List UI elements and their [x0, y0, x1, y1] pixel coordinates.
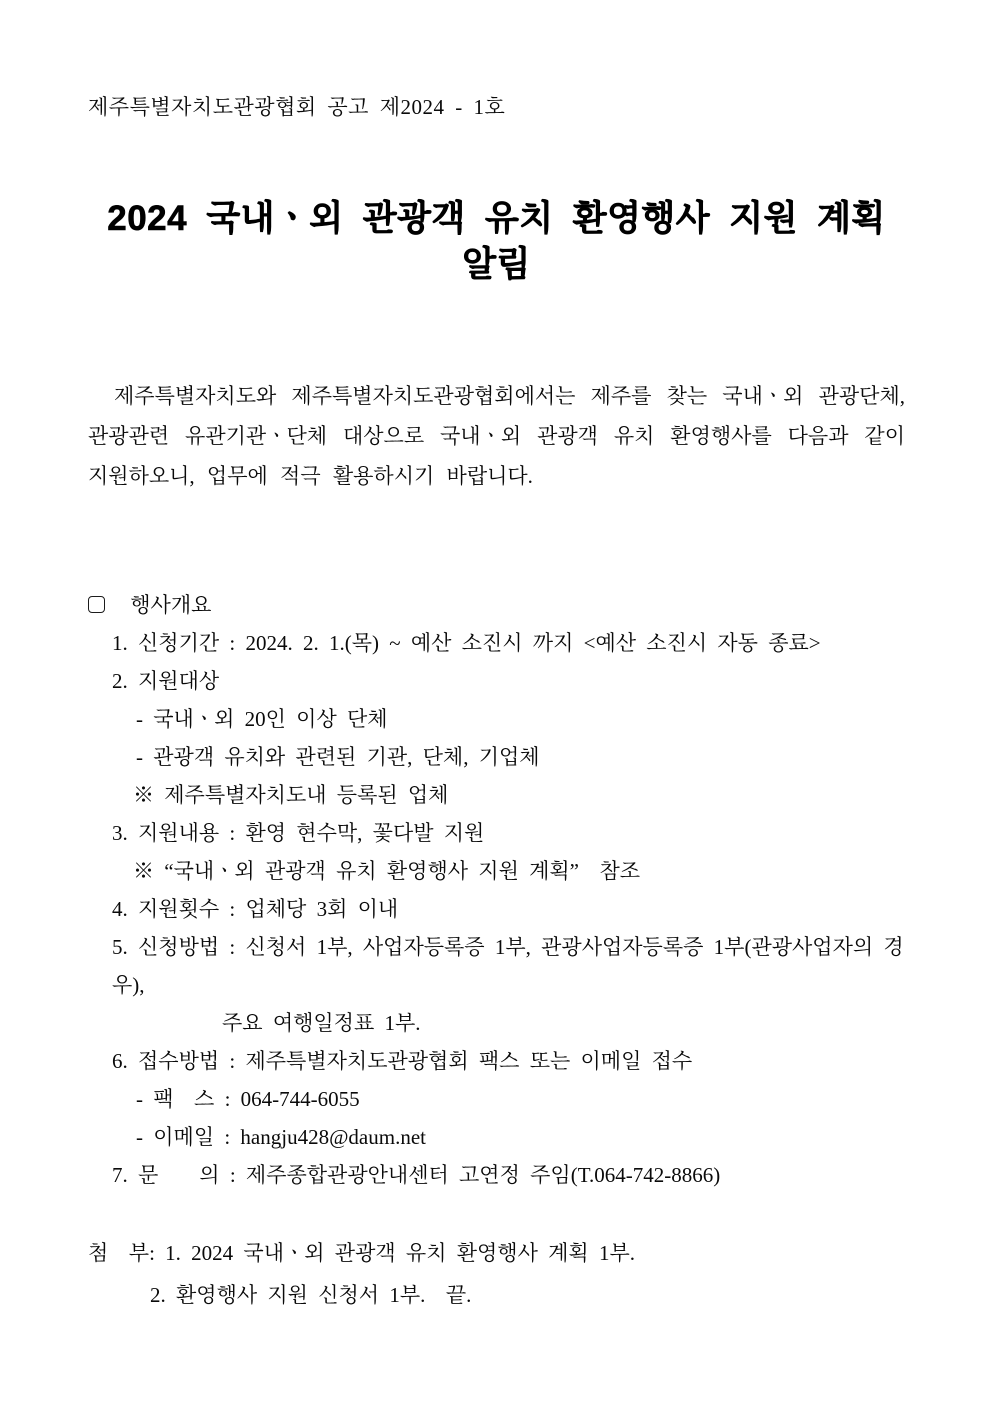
list-subitem-related-orgs: - 관광객 유치와 관련된 기관, 단체, 기업체 — [136, 745, 540, 769]
overview-section — [88, 586, 905, 1194]
rounded-square-bullet-icon — [88, 596, 105, 613]
list-item-application-method: 5. 신청방법 : 신청서 1부, 사업자등록증 1부, 관광사업자등록증 1부(관광사업자의 경우), — [112, 935, 904, 997]
attachment-line-1: 첨 부: 1. 2024 국내ㆍ외 관광객 유치 환영행사 계획 1부. — [88, 1241, 635, 1265]
attachment-line-2: 2. 환영행사 지원 신청서 1부. 끝. — [150, 1283, 472, 1307]
section-heading-label: 행사개요 — [130, 593, 212, 617]
list-item-contact-info: 7. 문 의 : 제주종합관광안내센터 고연정 주임(T.064-742-8866) — [112, 1163, 721, 1187]
list-subitem-fax-number: - 팩 스 : 064-744-6055 — [136, 1087, 360, 1111]
page-title: 2024 국내ㆍ외 관광객 유치 환영행사 지원 계획 알림 — [107, 199, 886, 284]
list-item-support-content: 3. 지원내용 : 환영 현수막, 꽃다발 지원 — [112, 821, 485, 845]
list-note-plan-reference: ※ “국내ㆍ외 관광객 유치 환영행사 지원 계획” 참조 — [133, 859, 641, 883]
list-item-application-period: 1. 신청기간 : 2024. 2. 1.(목) ~ 예산 소진시 까지 <예산 소진시 자동 종료> — [112, 631, 821, 655]
notice-number: 제주특별자치도관광협회 공고 제2024 - 1호 — [88, 95, 506, 119]
list-item-submission-method: 6. 접수방법 : 제주특별자치도관광협회 팩스 또는 이메일 접수 — [112, 1049, 693, 1073]
list-item-support-count: 4. 지원횟수 : 업체당 3회 이내 — [112, 897, 399, 921]
list-item-support-target: 2. 지원대상 — [112, 669, 220, 693]
section-heading — [88, 586, 905, 624]
list-subitem-email-address: - 이메일 : hangju428@daum.net — [136, 1125, 426, 1149]
list-note-registered-company: ※ 제주특별자치도내 등록된 업체 — [133, 783, 449, 807]
list-item-application-method-cont: 주요 여행일정표 1부. — [222, 1011, 421, 1035]
list-subitem-group-size: - 국내ㆍ외 20인 이상 단체 — [136, 707, 388, 731]
attachments-section — [88, 1232, 905, 1316]
intro-paragraph: 제주특별자치도와 제주특별자치도관광협회에서는 제주를 찾는 국내ㆍ외 관광단체, 관광관련 유관기관ㆍ단체 대상으로 국내ㆍ외 관광객 유치 환영행사를 다음과 같이 지원하오니, 업무에 적극 활용하시기 바랍니다. — [88, 384, 905, 488]
